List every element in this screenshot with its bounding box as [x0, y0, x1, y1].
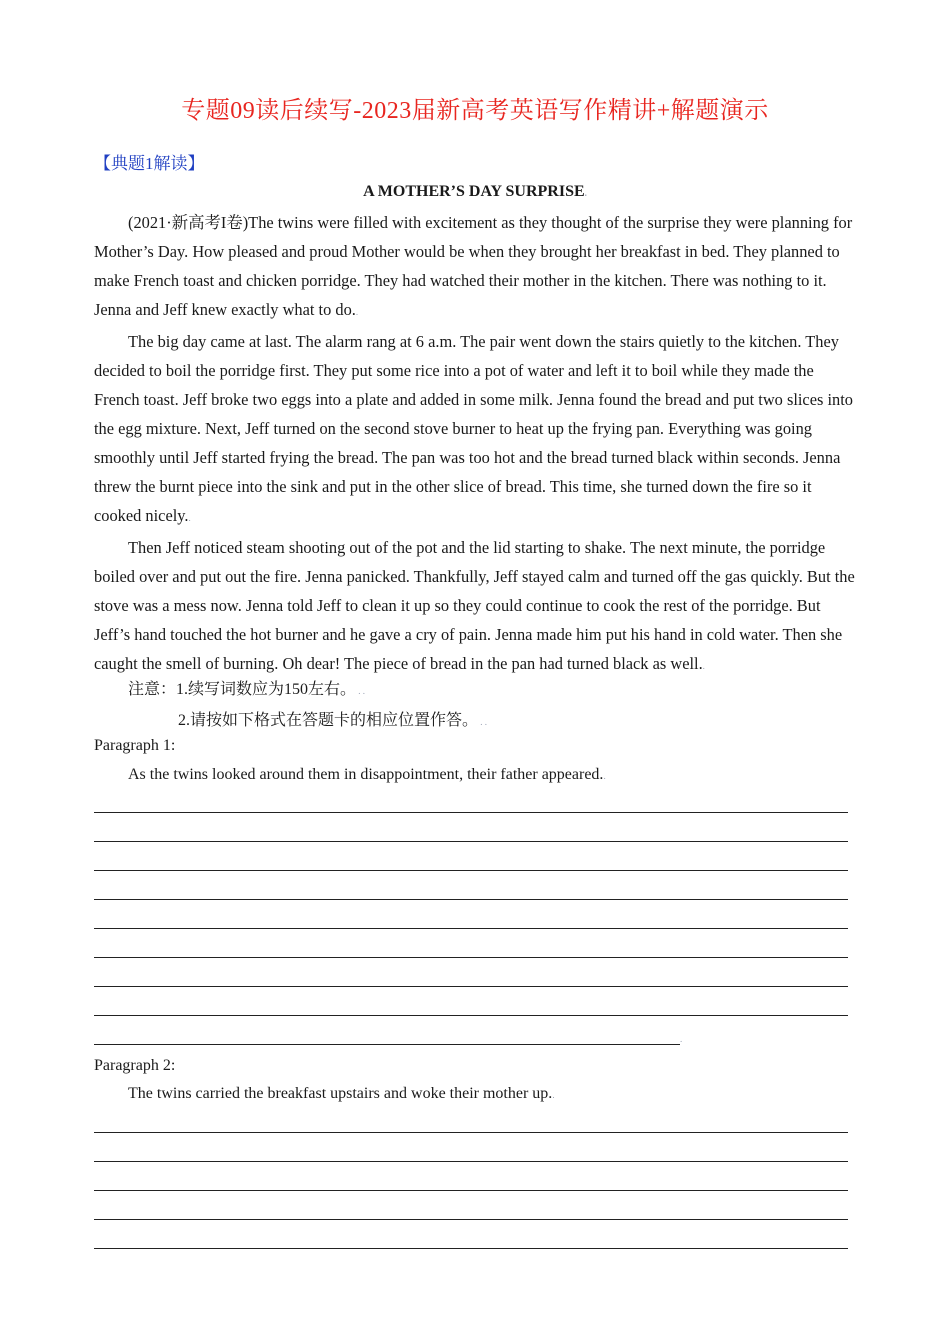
- passage-paragraph-2: The big day came at last. The alarm rang at 6 a.m. The pair went down the stairs quietly to the kitchen. They decided to boil the porridge first. They put some rice into a pot of water and left it to boil while they made the French toast. Jeff broke two eggs into a plate and added in some milk. Jenna found the bread and put two slices into the egg mixture. Next, Jeff turned on the second stove burner to heat up the frying pan. Everything was going smoothly until Jeff started frying the bread. The pan was too hot and the bread turned black within seconds. Jenna threw the burnt piece into the sink and put in the other slice of bread. This time, she turned down the fire so it cooked nicely..: [94, 332, 853, 525]
- passage-paragraph-3: Then Jeff noticed steam shooting out of the pot and the lid starting to shake. The next minute, the porridge boiled over and put out the fire. Jenna panicked. Thankfully, Jeff stayed calm and turned off the gas quickly. But the stove was a mess now. Jenna told Jeff to clean it up so they could continue to cook the rest of the porridge. But Jeff’s hand touched the hot burner and he gave a cry of pain. Jenna made him put his hand in cold water. Then she caught the smell of burning. Oh dear! The piece of bread in the pan had turned black as well..: [94, 538, 855, 673]
- answer-line: [94, 1161, 848, 1162]
- answer-line: [94, 1248, 848, 1249]
- answer-line: [94, 841, 848, 842]
- passage-heading: A MOTHER’S DAY SURPRISE.: [363, 183, 587, 200]
- answer-line: [94, 1132, 848, 1133]
- paragraph-2-label: Paragraph 2:: [94, 1057, 176, 1074]
- line-end-mark: .: [680, 1034, 683, 1044]
- answer-line: [94, 986, 848, 987]
- passage-paragraph-1: (2021·新高考I卷)The twins were filled with excitement as they thought of the surprise they were planning for Mother’s Day. How pleased and proud Mother would be when they brought her breakfast in bed. They planned to make French toast and chicken porridge. They had watched their mother in the kitchen. There was nothing to it. Jenna and Jeff knew exactly what to do..: [94, 213, 853, 319]
- passage-body: [94, 208, 856, 681]
- paragraph-2-opener: The twins carried the breakfast upstairs and woke their mother up..: [128, 1085, 555, 1102]
- paragraph-1-opener: As the twins looked around them in disappointment, their father appeared..: [128, 766, 606, 783]
- answer-line: [94, 928, 848, 929]
- section-label: 【典题1解读】: [94, 154, 205, 173]
- note-word-count: 注意：1.续写词数应为150左右。 . .: [128, 681, 366, 698]
- answer-line: [94, 1015, 848, 1016]
- answer-line: [94, 899, 848, 900]
- answer-line: [94, 870, 848, 871]
- answer-line: [94, 1190, 848, 1191]
- note-format: 2.请按如下格式在答题卡的相应位置作答。 . .: [178, 712, 488, 729]
- paragraph-1-label: Paragraph 1:: [94, 737, 176, 754]
- page-title: 专题09读后续写-2023届新高考英语写作精讲+解题演示: [181, 98, 769, 124]
- answer-line: [94, 957, 848, 958]
- answer-line: [94, 1044, 680, 1045]
- answer-line: [94, 812, 848, 813]
- answer-line: [94, 1219, 848, 1220]
